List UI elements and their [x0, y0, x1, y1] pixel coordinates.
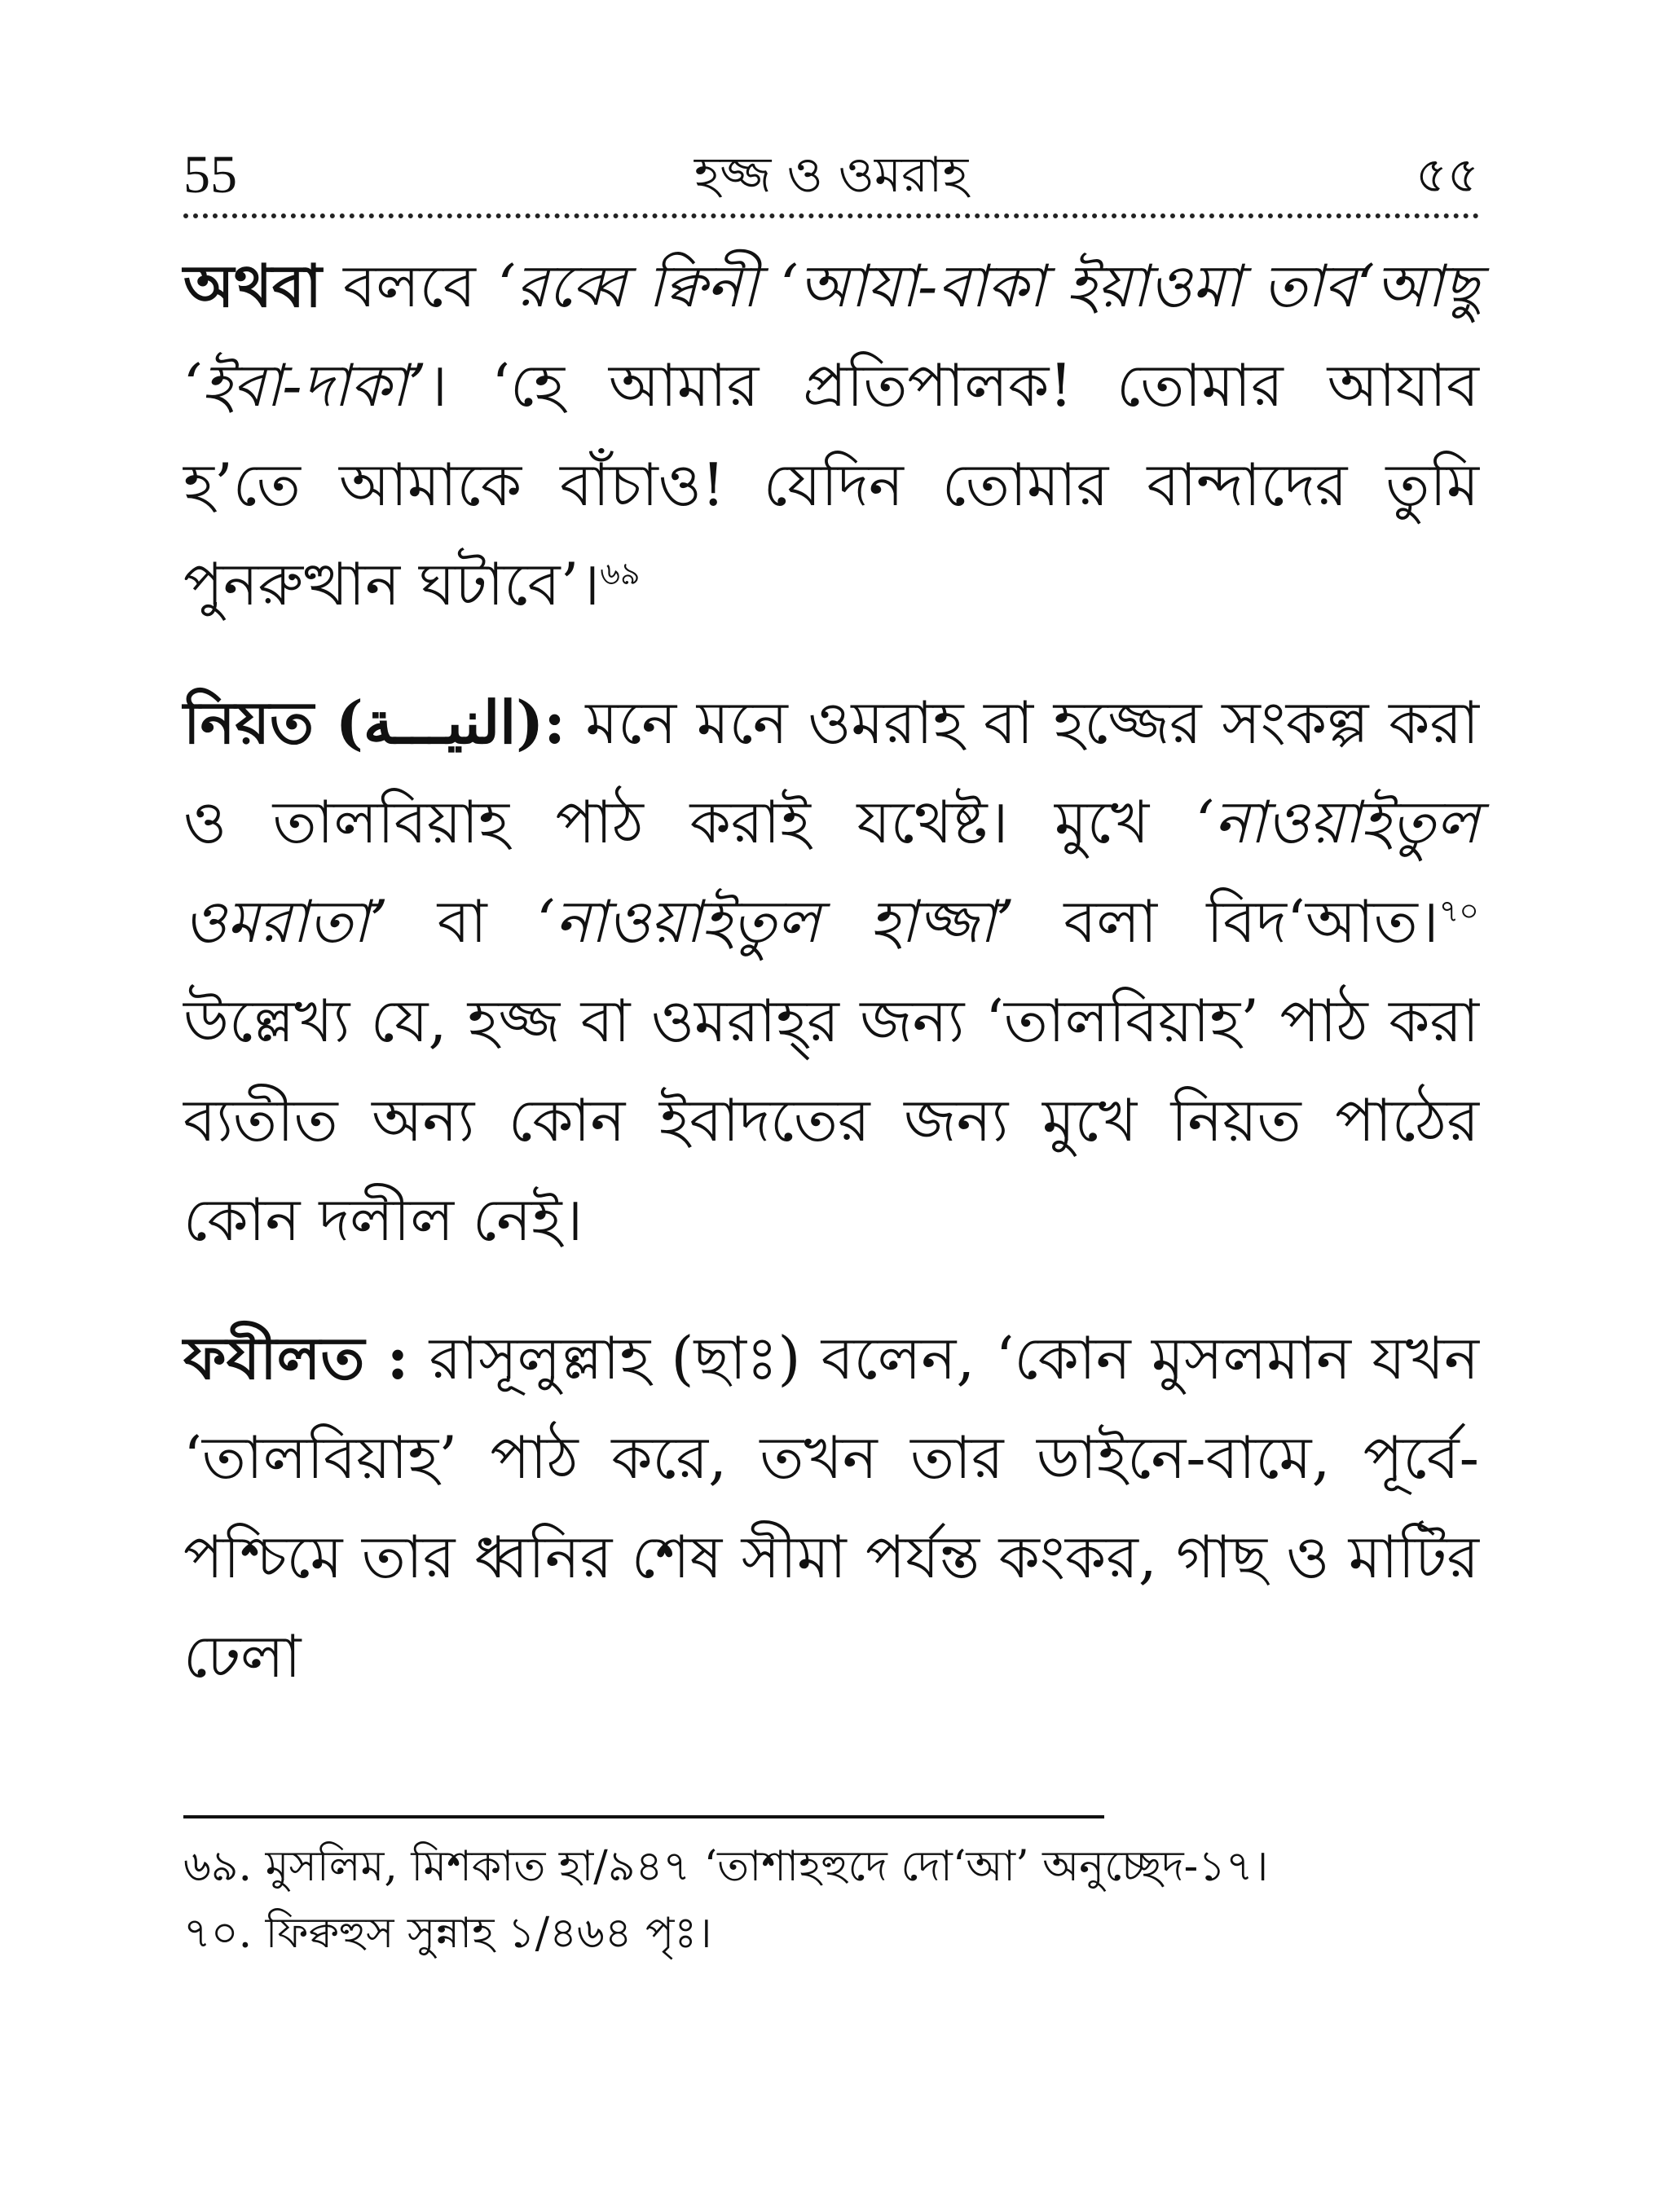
paragraph-text: উল্লেখ্য যে, হজ্জ বা ওমরাহ্‌র জন্য ‘তালবিয়াহ’ পাঠ করা ব্যতীত অন্য কোন ইবাদতের জন্য মুখে নিয়ত পাঠের কোন দলীল নেই। — [183, 987, 1479, 1254]
footnote-ref-69: ৬৯ — [600, 556, 641, 591]
colon: : — [364, 1323, 409, 1392]
term-niyat: নিয়ত — [183, 688, 315, 757]
paragraph-text: বলবে — [321, 252, 498, 320]
paragraph-text: বলা বিদ‘আত। — [1014, 887, 1439, 956]
page-number-bengali: ৫৫ — [1416, 147, 1479, 204]
dua-transliteration: ‘রব্বে ক্বিনী ‘আযা-বাকা ইয়াওমা তাব‘আছু ‘ইবা-দাকা’ — [183, 252, 1479, 420]
header-dotted-divider — [183, 213, 1479, 218]
paragraph-text: বা — [388, 887, 537, 956]
page-number-latin: 55 — [183, 145, 237, 204]
page-header — [183, 139, 1479, 212]
footnotes — [183, 1833, 1479, 1967]
paragraph-text: রাসূলুল্লাহ (ছাঃ) বলেন, ‘কোন মুসলমান যখন ‘তালবিয়াহ’ পাঠ করে, তখন তার ডাইনে-বামে, পূর্বে-পশ্চিমে তার ধ্বনির শেষ সীমা পর্যন্ত কংকর, গাছ ও মাটির ঢেলা — [183, 1324, 1479, 1691]
footnote-70: ৭০. ফিক্বহুস সুন্নাহ ১/৪৬৪ পৃঃ। — [183, 1909, 712, 1958]
footnote-divider — [183, 1815, 1104, 1818]
paragraph-fazilat — [183, 1308, 1479, 1706]
paragraph-text: । ‘হে আমার প্রতিপালক! তোমার আযাব হ’তে আমাকে বাঁচাও! যেদিন তোমার বান্দাদের তুমি পুনরুত্থান ঘটাবে’। — [183, 351, 1479, 618]
niyat-hajj-phrase: ‘নাওয়াইতুল হাজ্জা’ — [536, 887, 1015, 956]
running-title: হজ্জ ও ওমরাহ — [694, 147, 969, 204]
footnote-ref-70: ৭০ — [1438, 893, 1479, 929]
niyat-umrah-phrase: ‘নাওয়াইতুল ওমরাতা’ — [183, 788, 1479, 956]
colon: : — [544, 688, 566, 757]
arabic-term: (النيـــة) — [314, 688, 544, 757]
paragraph-text: মনে মনে ওমরাহ বা হজ্জের সংকল্প করা ও তালবিয়াহ পাঠ করাই যথেষ্ট। মুখে — [183, 688, 1479, 856]
paragraph-niyat — [183, 673, 1479, 1269]
paragraph-athoba — [183, 236, 1479, 634]
term-athoba: অথবা — [183, 251, 322, 320]
term-fazilat: ফযীলত — [183, 1323, 365, 1392]
main-text — [183, 236, 1479, 1706]
footnote-69: ৬৯. মুসলিম, মিশকাত হা/৯৪৭ ‘তাশাহহুদে দো‘আ’ অনুচ্ছেদ-১৭। — [183, 1842, 1269, 1891]
